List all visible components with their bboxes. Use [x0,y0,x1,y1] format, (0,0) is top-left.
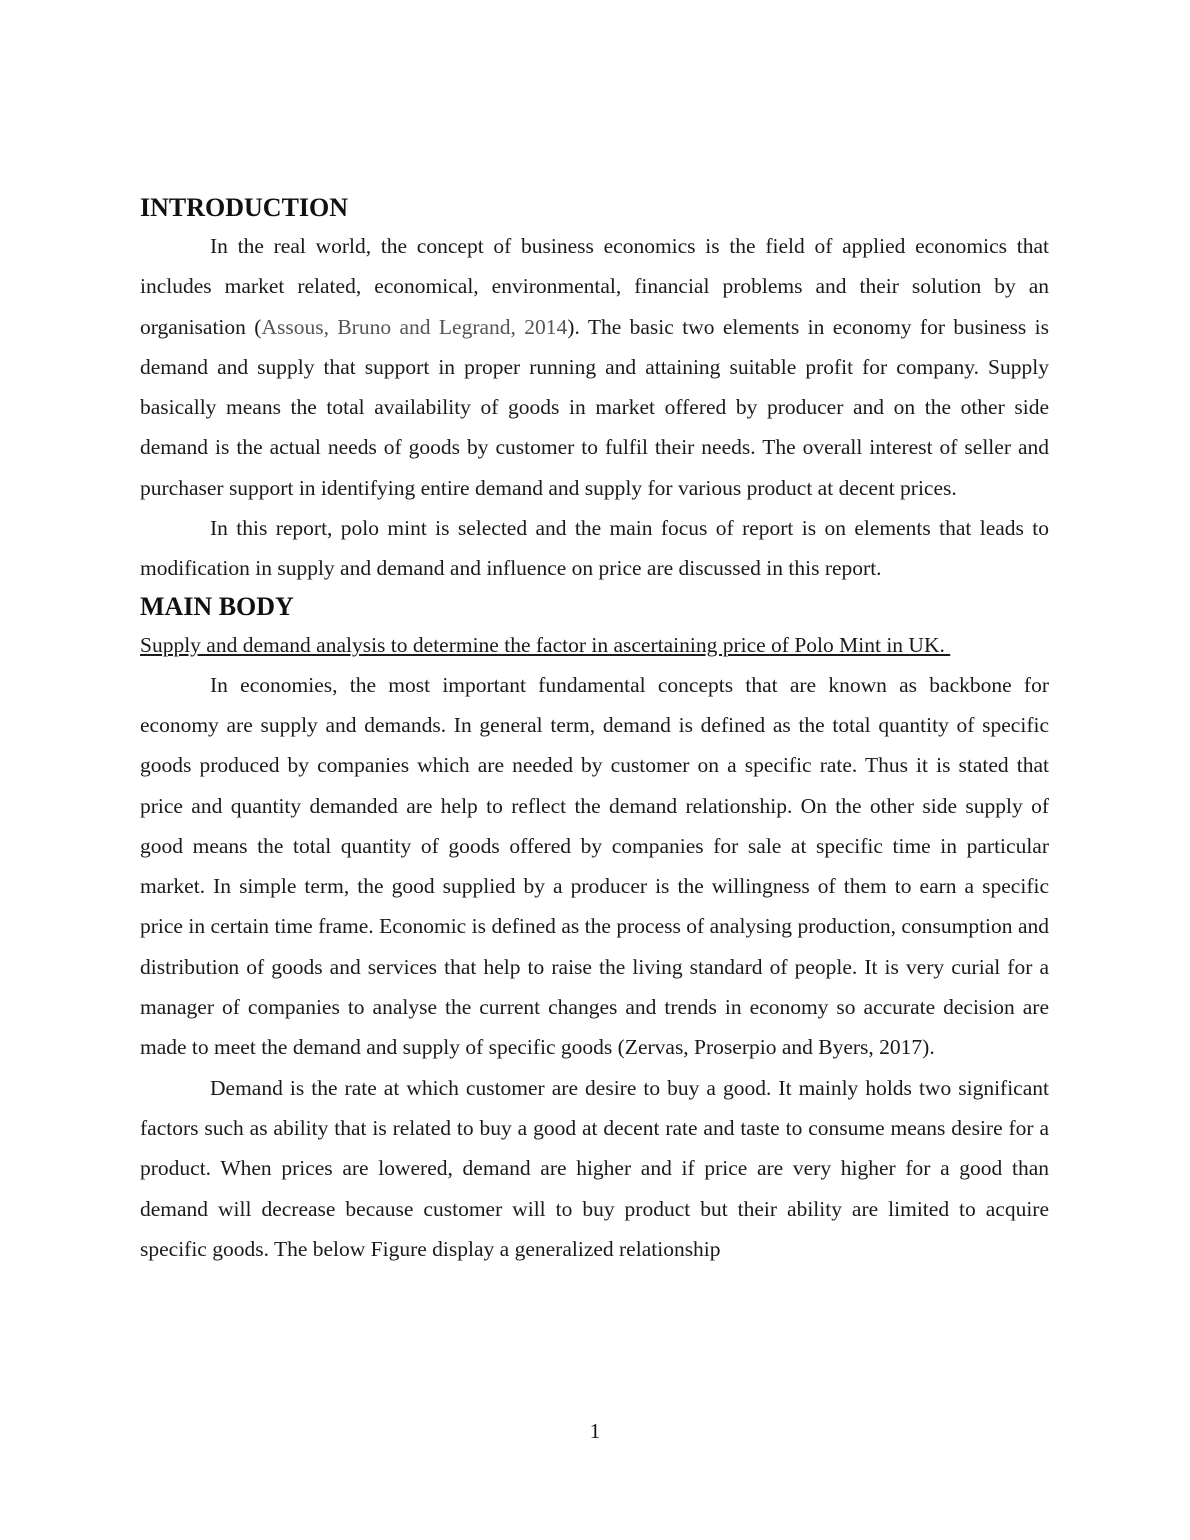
intro-p1-text-before: In the real world, the concept of business economics is the field of applied economics that includes market related, economical, environmental, financial problems and their solution by an organisation ( [140,234,1049,339]
intro-p1-text-after: ). The basic two elements in economy for business is demand and supply that support in proper running and attaining suitable profit for company. Supply basically means the total availability of goods in market offered by producer and on the other side demand is the actual needs of goods by customer to fulfil their needs. The overall interest of seller and purchaser support in identifying entire demand and supply for various product at decent prices. [140,314,1049,500]
main-body-heading: MAIN BODY [140,591,294,621]
introduction-heading: INTRODUCTION [140,193,349,222]
main-body-paragraph-1: In economies, the most important fundamental concepts that are known as backbone for economy are supply and demands. In general term, demand is defined as the total quantity of specific goods produced by companies which are needed by customer on a specific rate. Thus it is stated that price and quantity demanded are help to reflect the demand relationship. On the other side supply of good means the total quantity of goods offered by companies for sale at specific time in particular market. In simple term, the good supplied by a producer is the willingness of them to earn a specific price in certain time frame. Economic is defined as the process of analysing production, consumption and distribution of goods and services that help to raise the living standard of people. It is very curial for a manager of companies to analyse the current changes and trends in economy so accurate decision are made to meet the demand and supply of specific goods (Zervas, Proserpio and Byers, 2017). [140,672,1049,1060]
page-number: 1 [589,1419,601,1443]
section-subheading: Supply and demand analysis to determine the factor in ascertaining price of Polo Mint in UK. [140,632,951,657]
document-page [140,190,1049,1269]
citation-assous: Assous, Bruno and Legrand, 2014 [261,314,568,339]
introduction-paragraph-1 [140,226,1049,508]
main-body-paragraph-2: Demand is the rate at which customer are desire to buy a good. It mainly holds two significant factors such as ability that is related to buy a good at decent rate and taste to consume means desire for a product. When prices are lowered, demand are higher and if price are very higher for a good than demand will decrease because customer will to buy product but their ability are limited to acquire specific goods. The below Figure display a generalized relationship [140,1075,1049,1261]
introduction-paragraph-2: In this report, polo mint is selected and the main focus of report is on elements that leads to modification in supply and demand and influence on price are discussed in this report. [140,516,1049,581]
